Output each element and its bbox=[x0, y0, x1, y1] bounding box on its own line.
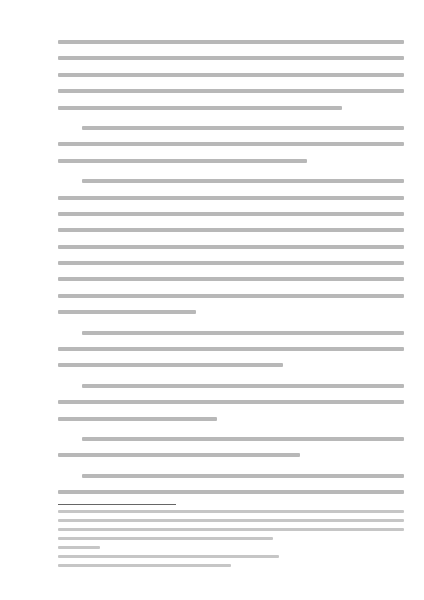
footnote-3 bbox=[58, 555, 279, 558]
footnotes bbox=[58, 510, 404, 573]
paragraph-5 bbox=[58, 384, 404, 421]
footnote-1 bbox=[58, 510, 404, 513]
paragraph-2 bbox=[58, 126, 404, 163]
footnote-4 bbox=[58, 564, 231, 567]
paragraph-7 bbox=[58, 474, 404, 494]
paragraph-3 bbox=[58, 179, 404, 314]
footnote-separator bbox=[58, 504, 176, 505]
footnote-2 bbox=[58, 546, 100, 549]
paragraph-4 bbox=[58, 331, 404, 368]
paragraph-1 bbox=[58, 40, 404, 110]
body-text bbox=[58, 40, 404, 507]
paragraph-6 bbox=[58, 437, 404, 457]
